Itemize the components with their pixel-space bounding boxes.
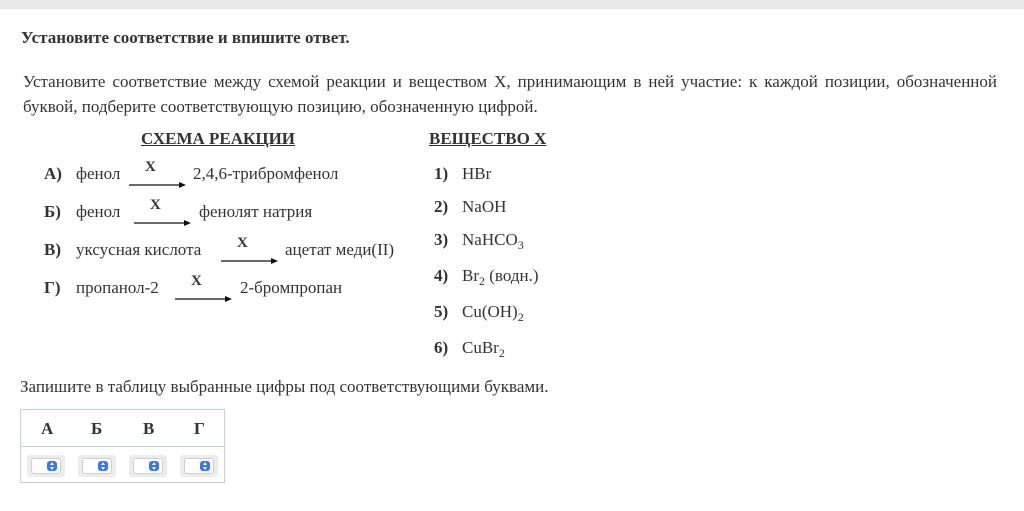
substance-option-2 [434, 197, 634, 221]
substance-option-3 [434, 230, 634, 254]
reaction-letter: Б) [44, 202, 61, 221]
arrow-right-icon [175, 280, 233, 302]
task-description: Установите соответствие между схемой реакции и веществом X, принимающим в ней участие: к каждой позиции, обозначенной буквой, подберите соответствующую позицию, обозначенную цифрой. [23, 72, 997, 116]
answer-header-g: Г [194, 419, 205, 438]
reaction-letter: Г) [44, 278, 61, 297]
select-arrows-icon [200, 461, 210, 471]
arrow-x-label: X [191, 273, 202, 289]
reaction-reactant: пропанол-2 [76, 278, 159, 297]
option-number: 6) [434, 338, 449, 357]
option-number: 5) [434, 302, 449, 321]
reaction-arrow [129, 159, 187, 188]
reaction-arrow [221, 235, 279, 264]
arrow-x-label: X [150, 197, 161, 213]
reaction-reactant: фенол [76, 164, 121, 183]
answer-table [20, 409, 225, 483]
option-formula: $Cu(OH)_2$ [462, 302, 524, 324]
substance-option-4 [434, 266, 634, 290]
arrow-x-label: X [237, 235, 248, 251]
reaction-reactant: фенол [76, 202, 121, 221]
reaction-row-g [44, 273, 424, 304]
option-number: 1) [434, 164, 449, 183]
substance-option-1 [434, 164, 634, 188]
answer-select-b[interactable] [78, 455, 116, 477]
answer-header-v: В [143, 419, 155, 438]
top-bar [0, 0, 1024, 9]
reaction-product: 2-бромпропан [240, 278, 343, 297]
answer-header-a: А [41, 419, 54, 438]
task-title: Установите соответствие и впишите ответ. [21, 28, 350, 47]
answer-instruction: Запишите в таблицу выбранные цифры под соответствующими буквами. [20, 377, 549, 396]
option-number: 4) [434, 266, 449, 285]
answer-select-a[interactable] [27, 455, 65, 477]
answer-select-v[interactable] [129, 455, 167, 477]
arrow-right-icon [134, 204, 192, 226]
reaction-letter: А) [44, 164, 62, 183]
reaction-product: фенолят натрия [199, 202, 313, 221]
option-formula: NaOH [462, 197, 507, 216]
select-arrows-icon [98, 461, 108, 471]
substance-option-6 [434, 338, 634, 362]
arrow-right-icon [129, 166, 187, 188]
option-formula: NaHCO$_3$ [462, 230, 524, 252]
arrow-x-label: X [145, 159, 156, 175]
reaction-product: 2,4,6-трибромфенол [193, 164, 339, 183]
answer-header-b: Б [91, 419, 103, 438]
substance-x-heading: ВЕЩЕСТВО X [429, 129, 547, 148]
option-formula: CuBr$_2$ [462, 338, 505, 360]
option-number: 3) [434, 230, 449, 249]
table-divider [21, 446, 224, 447]
option-formula: $Br_2$ (водн.) [462, 266, 539, 288]
option-formula: HBr [462, 164, 492, 183]
select-arrows-icon [47, 461, 57, 471]
reaction-arrow [175, 273, 233, 302]
reaction-row-b [44, 197, 424, 228]
answer-select-g[interactable] [180, 455, 218, 477]
reaction-arrow [134, 197, 192, 226]
reaction-reactant: уксусная кислота [76, 240, 202, 259]
option-number: 2) [434, 197, 449, 216]
reaction-row-a [44, 159, 424, 190]
reaction-product: ацетат меди(II) [285, 240, 395, 259]
arrow-right-icon [221, 242, 279, 264]
reaction-letter: В) [44, 240, 61, 259]
select-arrows-icon [149, 461, 159, 471]
reaction-row-v [44, 235, 424, 266]
reaction-scheme-heading: СХЕМА РЕАКЦИИ [141, 129, 296, 148]
substance-option-5 [434, 302, 634, 326]
